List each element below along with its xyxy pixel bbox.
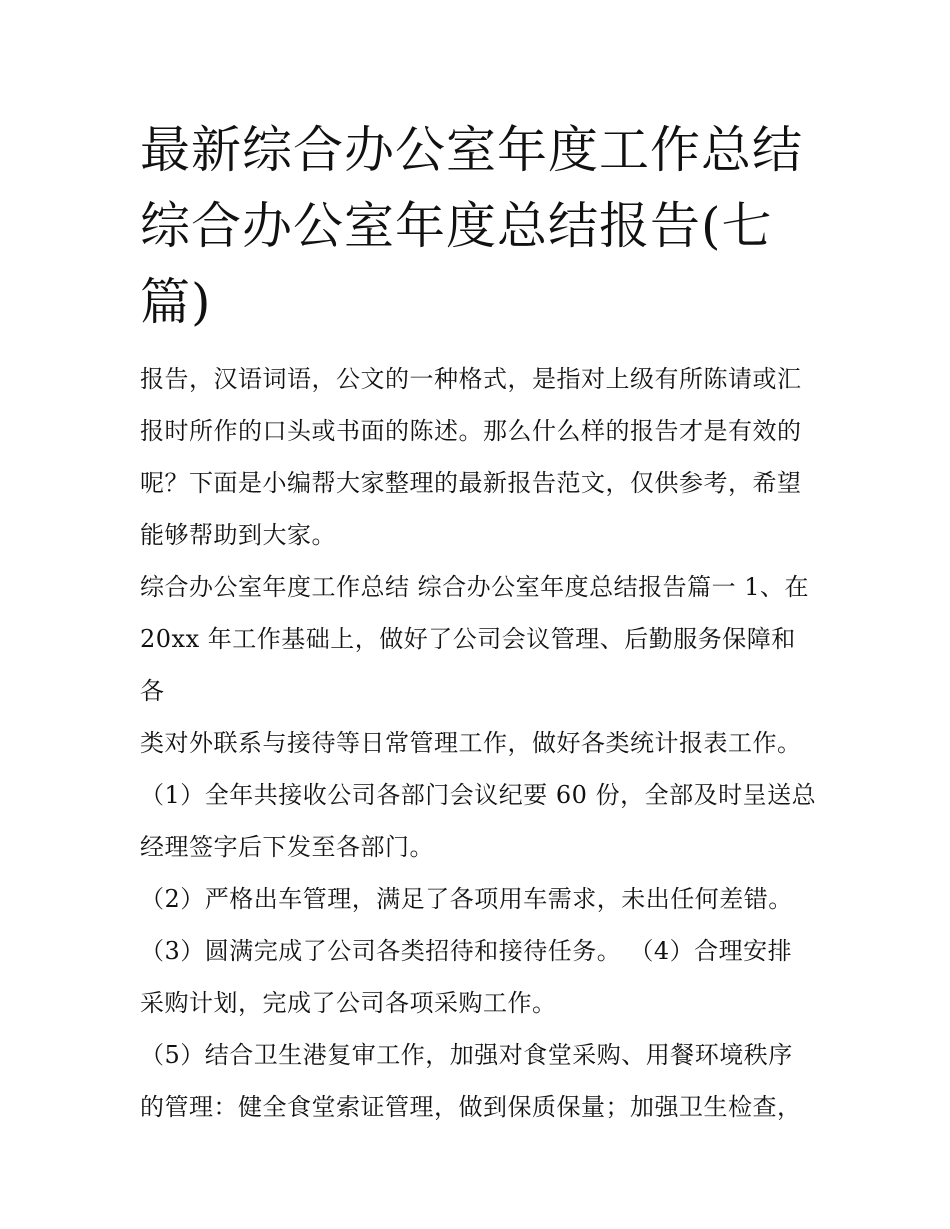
body-line: 各 <box>140 677 165 705</box>
title-line: 篇) <box>140 273 212 331</box>
body-line: 能够帮助到大家。 <box>140 521 336 549</box>
body-line: （3）圆满完成了公司各类招待和接待任务。 （4）合理安排 <box>140 937 793 965</box>
body-line: 类对外联系与接待等日常管理工作，做好各类统计报表工作。 <box>140 729 802 757</box>
body-line: 采购计划，完成了公司各项采购工作。 <box>140 989 557 1017</box>
title-line: 最新综合办公室年度工作总结 <box>140 121 803 179</box>
body-line: （5）结合卫生港复审工作，加强对食堂采购、用餐环境秩序 <box>140 1041 793 1069</box>
body-line: （1）全年共接收公司各部门会议纪要 60 份，全部及时呈送总 <box>140 781 817 809</box>
document-body <box>140 353 820 1133</box>
body-line: （2）严格出车管理，满足了各项用车需求，未出任何差错。 <box>140 885 793 913</box>
body-line: 呢？下面是小编帮大家整理的最新报告范文，仅供参考，希望 <box>140 469 802 497</box>
body-line: 报告，汉语词语，公文的一种格式，是指对上级有所陈请或汇 <box>140 365 802 393</box>
title-line: 综合办公室年度总结报告(七 <box>140 197 773 255</box>
body-line: 的管理：健全食堂索证管理，做到保质保量；加强卫生检查， <box>140 1093 802 1121</box>
body-line: 经理签字后下发至各部门。 <box>140 833 434 861</box>
body-line: 报时所作的口头或书面的陈述。那么什么样的报告才是有效的 <box>140 417 802 445</box>
document-title <box>140 112 820 340</box>
body-line: 20xx 年工作基础上，做好了公司会议管理、后勤服务保障和 <box>140 625 796 653</box>
body-line: 综合办公室年度工作总结 综合办公室年度总结报告篇一 1、在 <box>140 573 810 601</box>
